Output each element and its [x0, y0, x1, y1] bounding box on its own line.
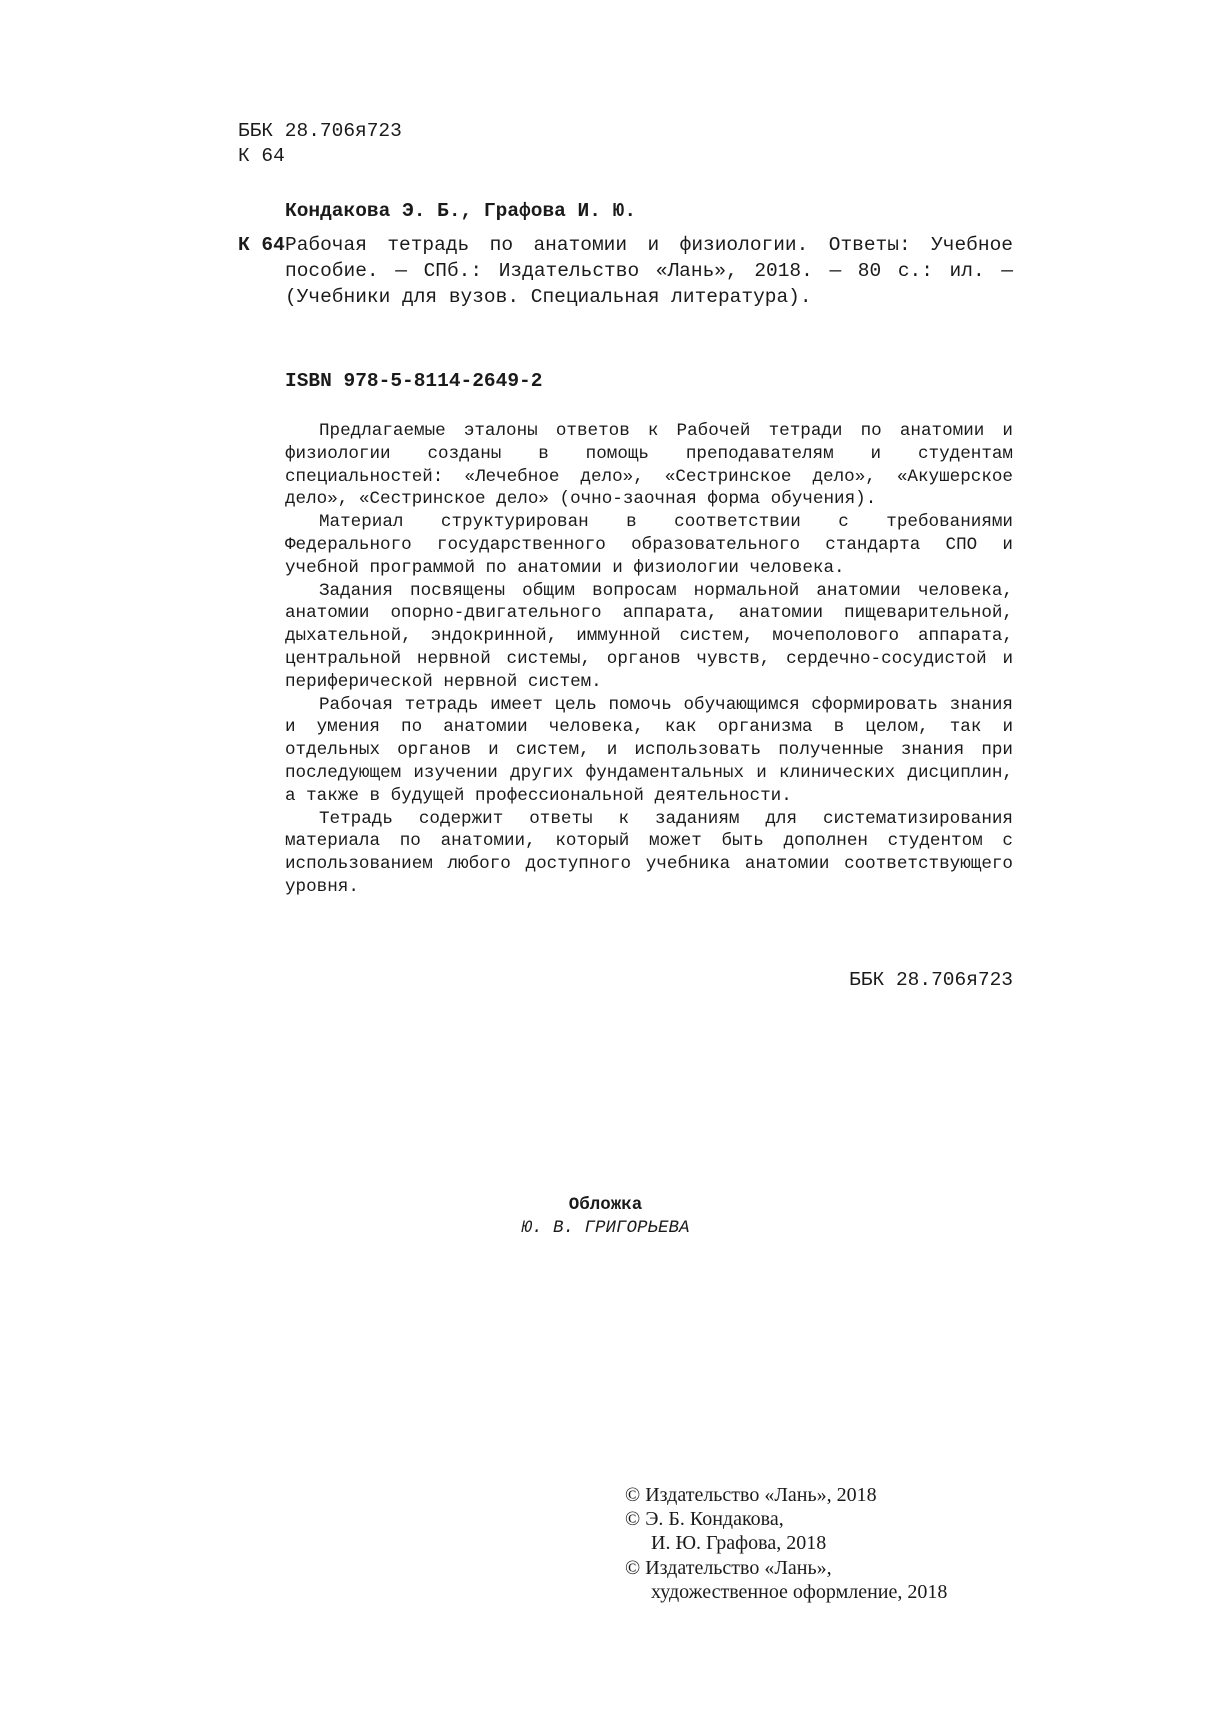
copyright-line: художественное оформление, 2018 [651, 1580, 948, 1603]
copyright-block [625, 1483, 947, 1604]
authors: Кондакова Э. Б., Графова И. Ю. [285, 200, 637, 222]
copyright-line: © Э. Б. Кондакова, [625, 1508, 784, 1531]
cover-label: Обложка [568, 1195, 643, 1215]
isbn: ISBN 978-5-8114-2649-2 [285, 370, 543, 392]
copyright-line: И. Ю. Графова, 2018 [651, 1532, 827, 1555]
copyright-line: © Издательство «Лань», [625, 1556, 832, 1579]
abstract-paragraph: Материал структурирован в соответствии с требованиями Федерального государственного образовательного стандарта СПО и учебной программой по анатомии и физиологии человека. [285, 512, 1013, 578]
abstract [285, 420, 1013, 899]
bibliographic-entry [238, 232, 1013, 310]
cutter-code: К 64 [238, 145, 285, 167]
abstract-paragraph: Рабочая тетрадь имеет цель помочь обучающимся сформировать знания и умения по анатомии человека, как организма в целом, так и отдельных органов и систем, и использовать полученные знания при последующем изучении других фундаментальных и клинических дисциплин, а также в будущей профессиональной деятельности. [285, 694, 1013, 806]
entry-text: Рабочая тетрадь по анатомии и физиологии. Ответы: Учебное пособие. — СПб.: Издательство «Лань», 2018. — 80 с.: ил. — (Учебники для вузов. Специальная литература). [285, 234, 1013, 308]
abstract-paragraph: Тетрадь содержит ответы к заданиям для систематизирования материала по анатомии, который может быть дополнен студентом с использованием любого доступного учебника анатомии соответствующего уровня. [285, 808, 1013, 897]
abstract-paragraph: Задания посвящены общим вопросам нормальной анатомии человека, анатомии опорно-двигательного аппарата, анатомии пищеварительной, дыхательной, эндокринной, иммунной систем, мочеполового аппарата, центральной нервной системы, органов чувств, сердечно-сосудистой и периферической нервной систем. [285, 580, 1013, 692]
bbk-code-bottom: ББК 28.706я723 [849, 969, 1013, 991]
abstract-paragraph: Предлагаемые эталоны ответов к Рабочей тетради по анатомии и физиологии созданы в помощь преподавателям и студентам специальностей: «Лечебное дело», «Сестринское дело», «Акушерское дело», «Сестринское дело» (очно-заочная форма обучения). [285, 421, 1013, 510]
cover-designer: Ю. В. ГРИГОРЬЕВА [521, 1218, 690, 1238]
entry-cutter-code: К 64 [238, 234, 285, 256]
bbk-code: ББК 28.706я723 [238, 120, 402, 142]
copyright-line: © Издательство «Лань», 2018 [625, 1484, 877, 1506]
classification-block [238, 119, 402, 169]
